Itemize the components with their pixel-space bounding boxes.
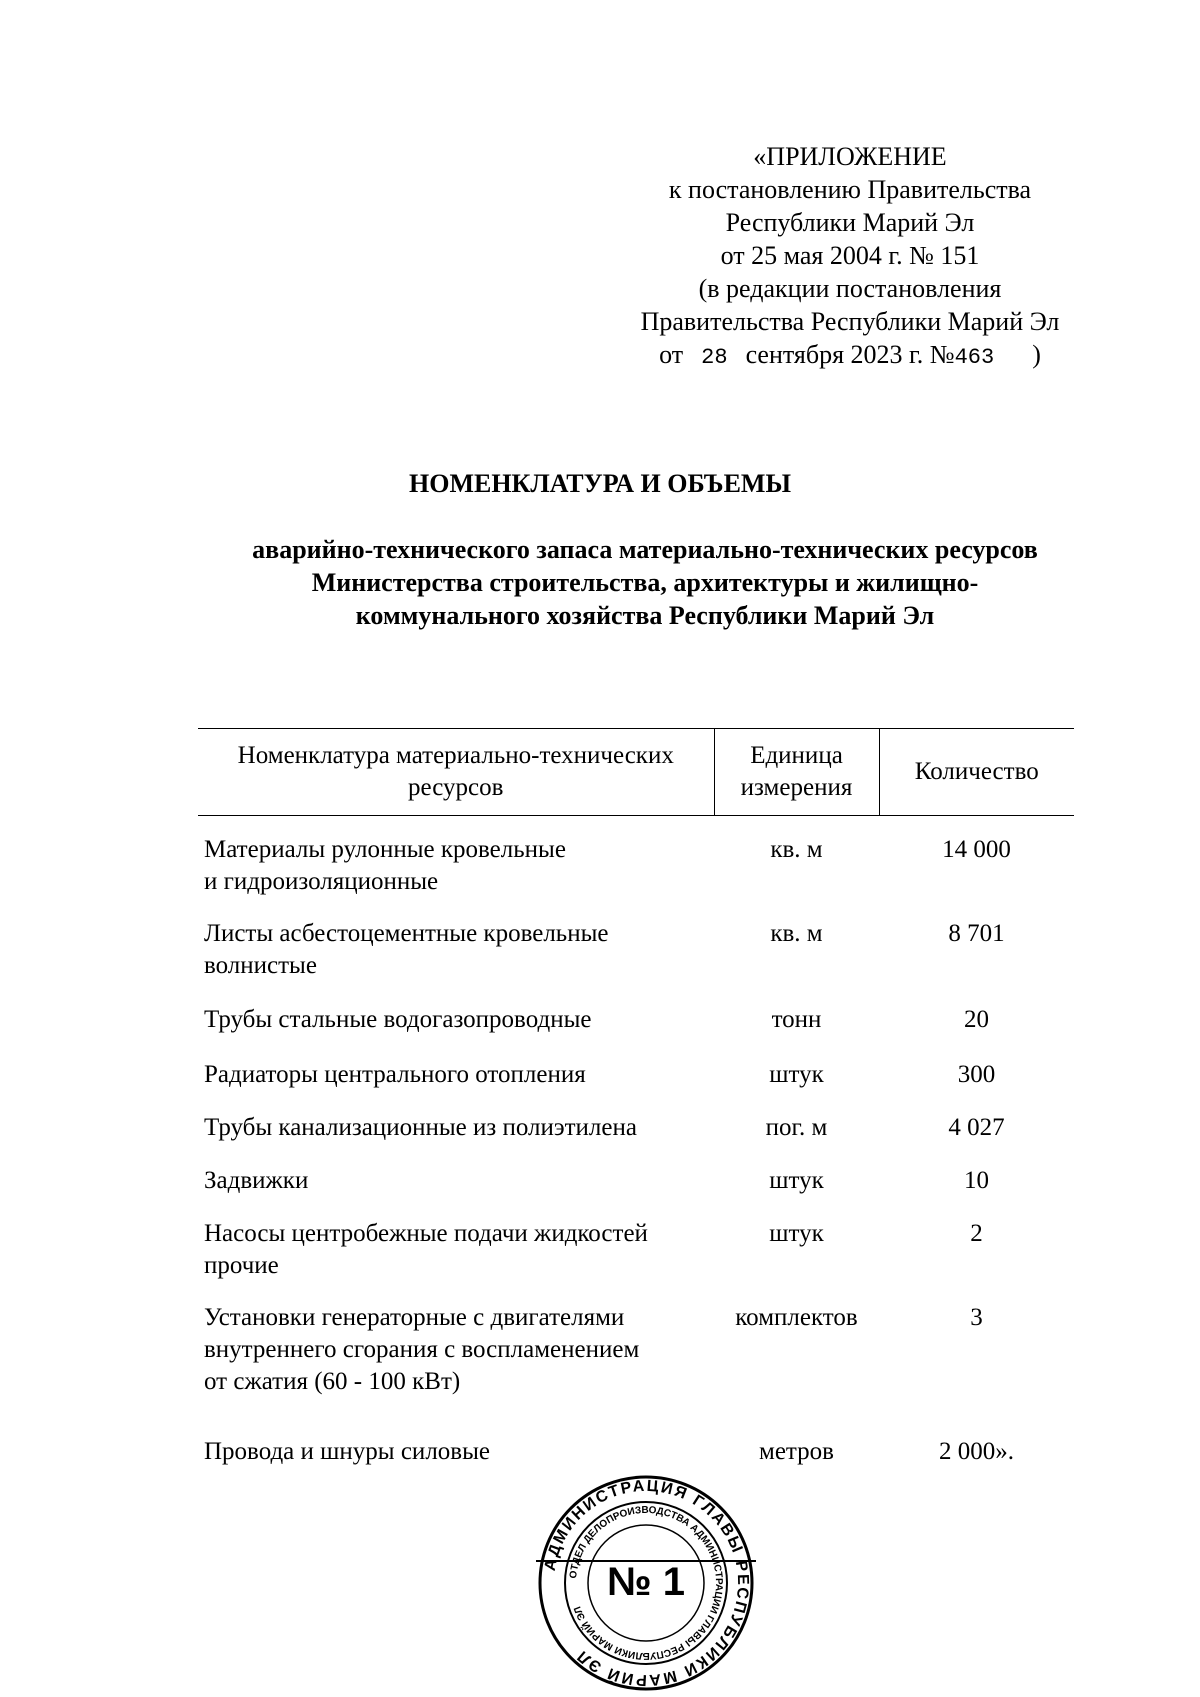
document-number: 463 — [954, 345, 995, 370]
table-row — [198, 1037, 1074, 1092]
cell-unit: кв. м — [770, 836, 823, 863]
cell-unit: кв. м — [770, 920, 823, 947]
cell-quantity: 20 — [964, 1006, 989, 1033]
cell-name: Провода и шнуры силовые — [204, 1438, 490, 1465]
document-subtitle — [160, 533, 1130, 632]
table-row — [198, 982, 1074, 1037]
appendix-line: к постановлению Правительства — [668, 175, 1032, 204]
cell-quantity: 8 701 — [948, 920, 1005, 947]
stamp-number: № 1 — [607, 1560, 685, 1604]
subtitle-line: Министерства строительства, архитектуры и жилищно- — [311, 568, 979, 597]
appendix-label: «ПРИЛОЖЕНИЕ — [753, 142, 947, 171]
appendix-line: Правительства Республики Марий Эл — [640, 307, 1060, 336]
cell-name: Листы асбестоцементные кровельные волнистые — [204, 920, 609, 979]
table-row — [198, 1092, 1074, 1145]
cell-unit: метров — [759, 1438, 834, 1465]
table-row — [198, 898, 1074, 982]
table-row — [198, 1145, 1074, 1198]
table-row — [198, 1398, 1074, 1469]
official-stamp — [536, 1473, 756, 1693]
appendix-date-line — [600, 338, 1100, 374]
cell-unit: пог. м — [765, 1114, 828, 1141]
header-unit: Единица измерения — [714, 729, 879, 816]
stamp-inner-text: ОТДЕЛ ДЕЛОПРОИЗВОДСТВА АДМИНИСТРАЦИИ ГЛАВЫ РЕСПУБЛИКИ МАРИЙ ЭЛ — [568, 1504, 725, 1662]
subtitle-line: аварийно-технического запаса материально-технических ресурсов — [252, 535, 1038, 564]
cell-name: Трубы канализационные из полиэтилена — [204, 1114, 637, 1141]
cell-unit: штук — [769, 1061, 824, 1088]
stamp-outer-text: АДМИНИСТРАЦИЯ ГЛАВЫ РЕСПУБЛИКИ МАРИЙ ЭЛ — [541, 1477, 752, 1689]
cell-quantity: 2 000». — [939, 1438, 1014, 1465]
appendix-header — [600, 140, 1100, 374]
date-day: 28 — [701, 345, 728, 370]
cell-name: Радиаторы центрального отопления — [204, 1061, 586, 1088]
cell-quantity: 300 — [957, 1061, 996, 1088]
cell-name: Задвижки — [204, 1167, 309, 1194]
document-title: НОМЕНКЛАТУРА И ОБЪЕМЫ — [409, 469, 791, 498]
cell-unit: тонн — [771, 1006, 822, 1033]
cell-quantity: 2 — [970, 1220, 983, 1247]
table-row — [198, 1282, 1074, 1398]
header-nomenclature: Номенклатура материально-технических ресурсов — [198, 729, 714, 816]
table-header-row — [198, 729, 1074, 816]
appendix-line: (в редакции постановления — [698, 274, 1002, 303]
cell-quantity: 10 — [964, 1167, 989, 1194]
cell-unit: штук — [769, 1167, 824, 1194]
cell-quantity: 3 — [970, 1304, 983, 1331]
cell-quantity: 4 027 — [948, 1114, 1005, 1141]
appendix-line: Республики Марий Эл — [725, 208, 975, 237]
subtitle-line: коммунального хозяйства Республики Марий Эл — [355, 601, 935, 630]
header-quantity: Количество — [879, 729, 1074, 816]
date-month-year: сентября 2023 г. № — [745, 340, 955, 369]
date-prefix: от — [659, 340, 684, 369]
table-row — [198, 816, 1074, 899]
cell-name: Материалы рулонные кровельные и гидроизоляционные — [204, 836, 566, 895]
cell-unit: штук — [769, 1220, 824, 1247]
cell-name: Насосы центробежные подачи жидкостей прочие — [204, 1220, 648, 1279]
nomenclature-table — [198, 728, 1074, 1469]
table-row — [198, 1198, 1074, 1282]
cell-name: Установки генераторные с двигателями внутреннего сгорания с воспламенением от сжатия (60 - 100 кВт) — [204, 1304, 640, 1395]
cell-name: Трубы стальные водогазопроводные — [204, 1006, 592, 1033]
date-close: ) — [1032, 340, 1041, 369]
appendix-line: от 25 мая 2004 г. № 151 — [720, 241, 980, 270]
cell-quantity: 14 000 — [942, 836, 1011, 863]
cell-unit: комплектов — [735, 1304, 858, 1331]
